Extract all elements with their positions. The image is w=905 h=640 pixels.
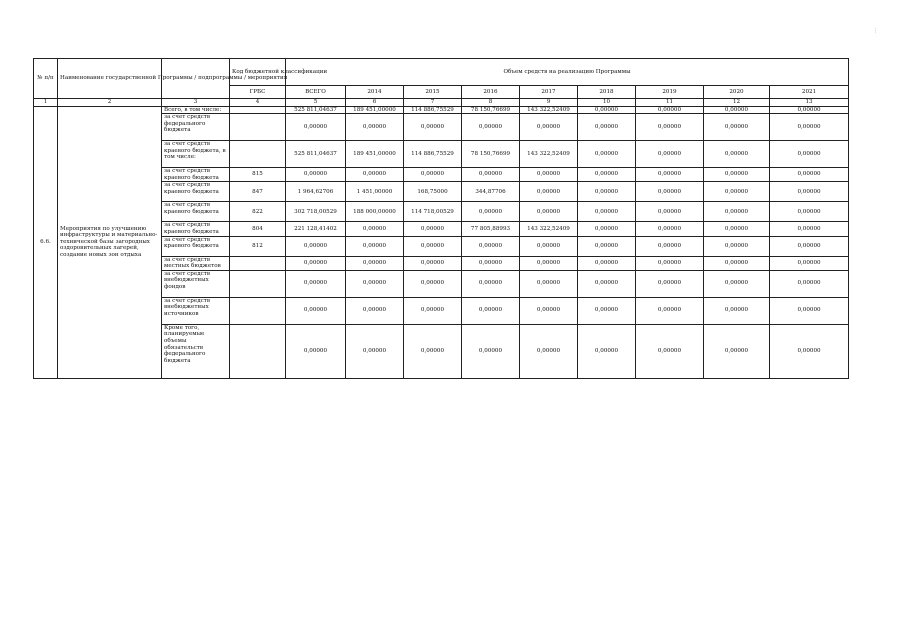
year-value: 0,00000: [404, 270, 462, 297]
year-value: 0,00000: [636, 256, 704, 270]
year-value: 143 322,52409: [520, 106, 578, 114]
item-number: 6.6.: [34, 106, 58, 378]
funding-source: Кроме того, планируемые объемы обязательств федерального бюджета: [162, 324, 230, 378]
year-value: 0,00000: [520, 202, 578, 222]
col-number: 2: [58, 99, 162, 107]
year-value: 0,00000: [770, 141, 849, 168]
year-value: 114 886,75529: [404, 106, 462, 114]
total-value: 525 811,04637: [286, 106, 346, 114]
year-value: 0,00000: [404, 168, 462, 182]
year-value: 0,00000: [404, 297, 462, 324]
grbs-code: [230, 297, 286, 324]
year-value: 0,00000: [770, 202, 849, 222]
year-value: 0,00000: [704, 297, 770, 324]
year-value: 0,00000: [346, 270, 404, 297]
header-year: 2014: [346, 86, 404, 99]
year-value: 344,87706: [462, 182, 520, 202]
header-volume: Объем средств на реализацию Программы: [286, 59, 849, 86]
year-value: 0,00000: [704, 114, 770, 141]
col-number: 4: [230, 99, 286, 107]
year-value: 0,00000: [346, 168, 404, 182]
year-value: 0,00000: [636, 106, 704, 114]
year-value: 0,00000: [704, 141, 770, 168]
year-value: 0,00000: [704, 270, 770, 297]
total-value: 302 718,00529: [286, 202, 346, 222]
header-total: ВСЕГО: [286, 86, 346, 99]
year-value: 0,00000: [770, 236, 849, 256]
total-value: 0,00000: [286, 256, 346, 270]
year-value: 0,00000: [578, 141, 636, 168]
header-year: 2020: [704, 86, 770, 99]
year-value: 0,00000: [636, 168, 704, 182]
budget-table-sheet: [33, 58, 848, 379]
total-value: 0,00000: [286, 297, 346, 324]
year-value: 0,00000: [520, 270, 578, 297]
year-value: 189 451,00000: [346, 141, 404, 168]
year-value: 0,00000: [578, 236, 636, 256]
year-value: 0,00000: [578, 256, 636, 270]
grbs-code: [230, 324, 286, 378]
grbs-code: [230, 114, 286, 141]
total-value: 0,00000: [286, 270, 346, 297]
year-value: 114 886,75529: [404, 141, 462, 168]
year-value: 0,00000: [704, 324, 770, 378]
year-value: 143 322,52409: [520, 141, 578, 168]
year-value: 78 150,76699: [462, 141, 520, 168]
grbs-code: [230, 141, 286, 168]
col-number: 8: [462, 99, 520, 107]
year-value: 0,00000: [462, 168, 520, 182]
year-value: 0,00000: [770, 256, 849, 270]
total-value: 0,00000: [286, 324, 346, 378]
funding-source: за счет средств федерального бюджета: [162, 114, 230, 141]
total-value: 1 964,62706: [286, 182, 346, 202]
header-year: 2019: [636, 86, 704, 99]
year-value: 0,00000: [636, 324, 704, 378]
total-value: 0,00000: [286, 236, 346, 256]
funding-source: за счет средств местных бюджетов: [162, 256, 230, 270]
year-value: 0,00000: [520, 297, 578, 324]
year-value: 0,00000: [578, 114, 636, 141]
col-number: 11: [636, 99, 704, 107]
year-value: 0,00000: [520, 168, 578, 182]
year-value: 0,00000: [636, 236, 704, 256]
budget-table: [33, 58, 849, 379]
table-row: [34, 106, 849, 114]
year-value: 0,00000: [770, 297, 849, 324]
year-value: 114 718,00529: [404, 202, 462, 222]
year-value: 0,00000: [462, 256, 520, 270]
funding-source: за счет средств краевого бюджета: [162, 236, 230, 256]
funding-source: за счет средств краевого бюджета: [162, 202, 230, 222]
year-value: 1 451,00000: [346, 182, 404, 202]
funding-source: за счет средств краевого бюджета: [162, 222, 230, 236]
year-value: 0,00000: [578, 168, 636, 182]
total-value: 0,00000: [286, 114, 346, 141]
grbs-code: [230, 270, 286, 297]
year-value: 0,00000: [404, 324, 462, 378]
year-value: 0,00000: [636, 114, 704, 141]
header-year: 2015: [404, 86, 462, 99]
year-value: 0,00000: [770, 270, 849, 297]
year-value: 0,00000: [636, 141, 704, 168]
funding-source: за счет средств краевого бюджета, в том числе:: [162, 141, 230, 168]
year-value: 0,00000: [462, 114, 520, 141]
year-value: 0,00000: [704, 106, 770, 114]
header-grbs: ГРБС: [230, 86, 286, 99]
header-year: 2018: [578, 86, 636, 99]
year-value: 0,00000: [462, 236, 520, 256]
year-value: 0,00000: [346, 236, 404, 256]
corner-mark: ⋮: [873, 28, 878, 34]
year-value: 0,00000: [636, 270, 704, 297]
year-value: 0,00000: [770, 222, 849, 236]
year-value: 0,00000: [578, 297, 636, 324]
grbs-code: 815: [230, 168, 286, 182]
year-value: 0,00000: [770, 168, 849, 182]
column-number-row: [34, 99, 849, 107]
year-value: 188 000,00000: [346, 202, 404, 222]
table-body: [34, 106, 849, 378]
year-value: 0,00000: [770, 324, 849, 378]
col-number: 5: [286, 99, 346, 107]
col-number: 9: [520, 99, 578, 107]
grbs-code: 812: [230, 236, 286, 256]
total-value: 221 128,41402: [286, 222, 346, 236]
col-number: 13: [770, 99, 849, 107]
year-value: 0,00000: [346, 222, 404, 236]
year-value: 0,00000: [346, 256, 404, 270]
year-value: 0,00000: [462, 270, 520, 297]
year-value: 0,00000: [462, 297, 520, 324]
year-value: 0,00000: [770, 182, 849, 202]
year-value: 0,00000: [404, 114, 462, 141]
year-value: 0,00000: [704, 182, 770, 202]
year-value: 0,00000: [520, 256, 578, 270]
funding-source: за счет средств краевого бюджета: [162, 182, 230, 202]
year-value: 0,00000: [346, 114, 404, 141]
year-value: 0,00000: [704, 236, 770, 256]
year-value: 0,00000: [636, 182, 704, 202]
year-value: 0,00000: [520, 114, 578, 141]
col-number: 6: [346, 99, 404, 107]
total-value: 525 811,04637: [286, 141, 346, 168]
header-name: Наименование государственной Программы / подпрограммы / мероприятия: [58, 59, 162, 99]
col-number: 7: [404, 99, 462, 107]
total-value: 0,00000: [286, 168, 346, 182]
funding-source: Всего, в том числе:: [162, 106, 230, 114]
year-value: 0,00000: [704, 168, 770, 182]
year-value: 78 150,76699: [462, 106, 520, 114]
year-value: 168,75000: [404, 182, 462, 202]
grbs-code: 822: [230, 202, 286, 222]
year-value: 0,00000: [770, 106, 849, 114]
year-value: 77 805,88993: [462, 222, 520, 236]
year-value: 0,00000: [578, 270, 636, 297]
header-year: 2016: [462, 86, 520, 99]
year-value: 0,00000: [578, 222, 636, 236]
year-value: 0,00000: [346, 297, 404, 324]
grbs-code: 847: [230, 182, 286, 202]
header-year: 2021: [770, 86, 849, 99]
year-value: 0,00000: [636, 297, 704, 324]
funding-source: за счет средств внебюджетных источников: [162, 297, 230, 324]
grbs-code: [230, 256, 286, 270]
funding-source: за счет средств краевого бюджета: [162, 168, 230, 182]
year-value: 189 451,00000: [346, 106, 404, 114]
item-name: Мероприятия по улучшению инфраструктуры и материально-технической базы загородных оздоровительных лагерей, создание новых зон отдыха: [58, 106, 162, 378]
col-number: 3: [162, 99, 230, 107]
header-year: 2017: [520, 86, 578, 99]
year-value: 0,00000: [704, 202, 770, 222]
year-value: 143 322,52409: [520, 222, 578, 236]
year-value: 0,00000: [704, 256, 770, 270]
year-value: 0,00000: [636, 202, 704, 222]
year-value: 0,00000: [704, 222, 770, 236]
grbs-code: 804: [230, 222, 286, 236]
year-value: 0,00000: [462, 202, 520, 222]
year-value: 0,00000: [578, 106, 636, 114]
year-value: 0,00000: [346, 324, 404, 378]
year-value: 0,00000: [462, 324, 520, 378]
year-value: 0,00000: [404, 236, 462, 256]
col-number: 10: [578, 99, 636, 107]
funding-source: за счет средств внебюджетных фондов: [162, 270, 230, 297]
year-value: 0,00000: [520, 236, 578, 256]
year-value: 0,00000: [578, 182, 636, 202]
year-value: 0,00000: [520, 324, 578, 378]
col-number: 1: [34, 99, 58, 107]
year-value: 0,00000: [520, 182, 578, 202]
year-value: 0,00000: [404, 222, 462, 236]
col-number: 12: [704, 99, 770, 107]
year-value: 0,00000: [404, 256, 462, 270]
year-value: 0,00000: [770, 114, 849, 141]
year-value: 0,00000: [578, 202, 636, 222]
header-num: № п/п: [34, 59, 58, 99]
header-code: Код бюджетной классификации: [230, 59, 286, 86]
year-value: 0,00000: [636, 222, 704, 236]
year-value: 0,00000: [578, 324, 636, 378]
grbs-code: [230, 106, 286, 114]
